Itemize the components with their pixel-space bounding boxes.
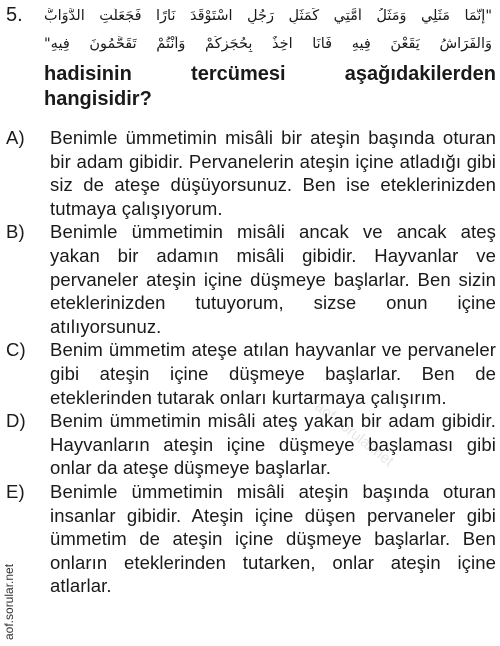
hadith-arabic-line-2: وَالْفَرَاشُ يَقَعْنَ فِيهِ فَأَنَا آخِذٌ بِحُجَزِكُمْ وَأَنْتُمْ تَقَحَّمُونَ فِيهِ" [44,36,492,52]
option-e-text: Benimle ümmetimin misâli ateşin başında oturan insanlar gibidir. Ateşin içine düşen pervaneler gibi ümmetim de ateşin içine düşmeye başlarlar. Ben onların eteklerinden tutarken, onlar ateşin içine atlarlar. [50,480,496,597]
option-c-text: Benim ümmetim ateşe atılan hayvanlar ve pervaneler gibi ateşin içine düşmeye başlarlar. Ben de eteklerinden tutarak onları kurtarmaya çalışırım. [50,339,496,408]
hadith-arabic-line-1: "إِنَّمَا مَثَلِي وَمَثَلُ أُمَّتِي كَمَثَلِ رَجُلٍ اسْتَوْقَدَ نَارًا فَجَعَلَتِ الدَّوَابُّ [44,8,492,24]
side-watermark: aof.sorular.net [2,563,16,640]
option-b[interactable] [6,220,496,338]
option-a-text: Benimle ümmetimin misâli bir ateşin başında oturan bir adam gibidir. Pervanelerin ateşin içine atladığı gibi siz de ateşe düşüyorsunuz. Ben ise eteklerinizden tutmaya çalışıyorum. [50,127,496,219]
question-stem [44,62,496,112]
option-d-text: Benim ümmetimin misâli ateş yakan bir adam gibidir. Hayvanların ateşin içine düşmeye başlaması gibi onlar da ateşe düşmeye başlarlar. [50,410,496,479]
question-stem-line-2: hangisidir? [44,88,152,110]
option-a[interactable] [6,126,496,220]
diagonal-watermark: aof.sorular.net [311,398,397,470]
option-c[interactable] [6,338,496,409]
option-e-letter: E) [6,480,25,502]
question-number: 5. [6,4,23,26]
question-stem-line-1: hadisinin tercümesi aşağıdakilerden [44,63,496,85]
option-c-letter: C) [6,339,26,361]
answer-options [6,126,496,598]
option-b-text: Benimle ümmetimin misâli ancak ve ancak ateş yakan bir adamın misâli gibidir. Hayvanlar ve pervaneler ateşin içine düşmeye başlarlar. Ben sizin eteklerinizden tutuyorum, sizse onun içine atılıyorsunuz. [50,221,496,337]
option-e[interactable] [6,480,496,598]
option-a-letter: A) [6,127,25,148]
option-d[interactable] [6,409,496,480]
option-b-letter: B) [6,221,25,243]
option-d-letter: D) [6,410,26,432]
